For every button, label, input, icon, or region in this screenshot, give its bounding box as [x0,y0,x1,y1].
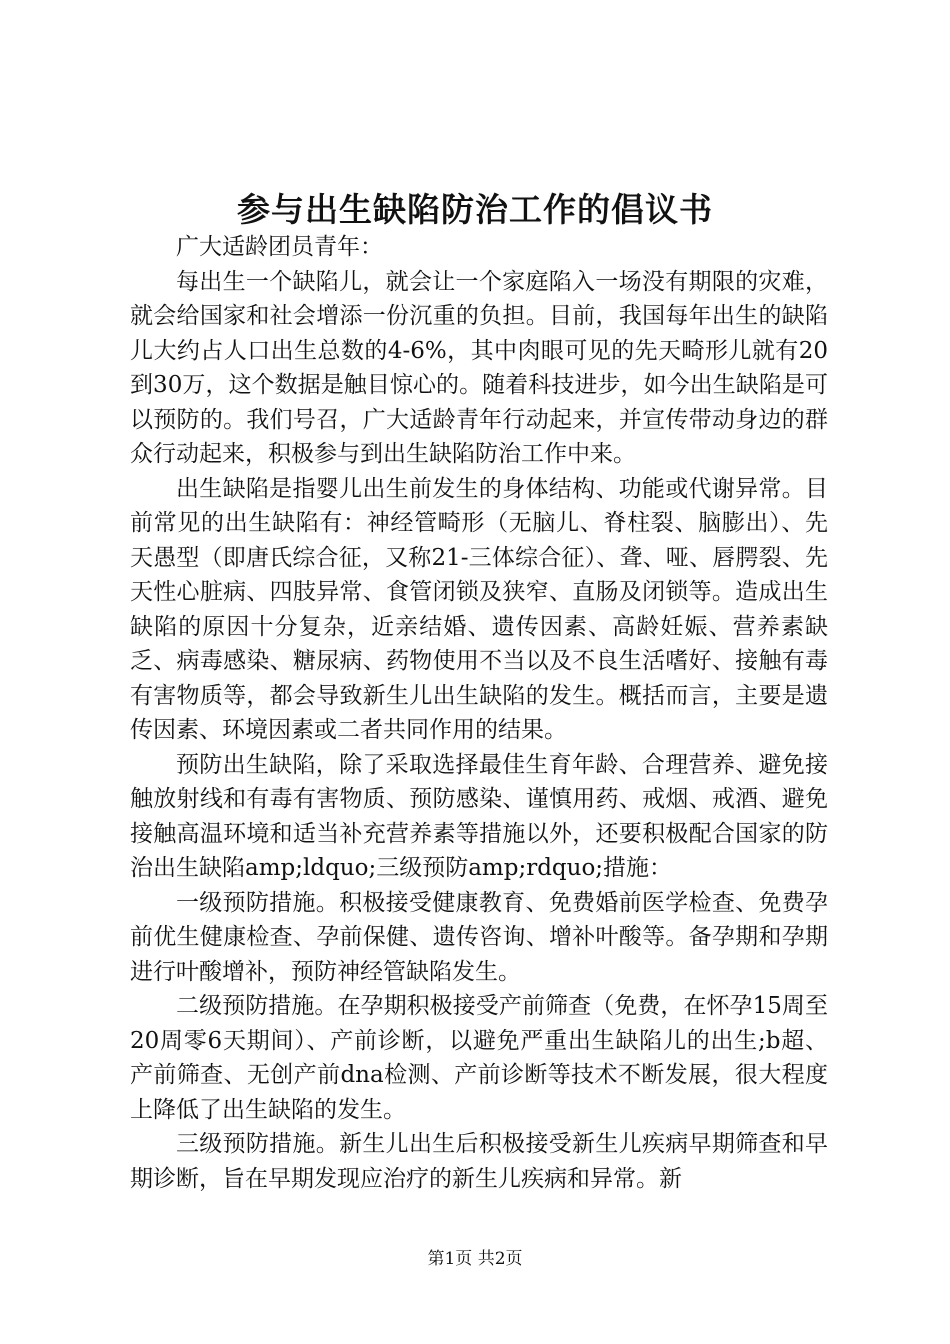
paragraph-intro: 每出生一个缺陷儿，就会让一个家庭陷入一场没有期限的灾难，就会给国家和社会增添一份沉重的负担。目前，我国每年出生的缺陷儿大约占人口出生总数的4-6%，其中肉眼可见的先天畸形儿就有20到30万，这个数据是触目惊心的。随着科技进步，如今出生缺陷是可以预防的。我们号召，广大适龄青年行动起来，并宣传带动身边的群众行动起来，积极参与到出生缺陷防治工作中来。 [130,268,828,467]
paragraph-secondary-prevention: 二级预防措施。在孕期积极接受产前筛查（免费，在怀孕15周至20周零6天期间）、产前诊断，以避免严重出生缺陷儿的出生;b超、产前筛查、无创产前dna检测、产前诊断等技术不断发展，很大程度上降低了出生缺陷的发生。 [130,993,828,1123]
document-title: 参与出生缺陷防治工作的倡议书 [237,190,713,229]
salutation: 广大适龄团员青年： [176,234,383,260]
paragraph-definition: 出生缺陷是指婴儿出生前发生的身体结构、功能或代谢异常。目前常见的出生缺陷有：神经管畸形（无脑儿、脊柱裂、脑膨出）、先天愚型（即唐氏综合征，又称21-三体综合征）、聋、哑、唇腭裂、先天性心脏病、四肢异常、食管闭锁及狭窄、直肠及闭锁等。造成出生缺陷的原因十分复杂，近亲结婚、遗传因素、高龄妊娠、营养素缺乏、病毒感染、糖尿病、药物使用不当以及不良生活嗜好、接触有毒有害物质等，都会导致新生儿出生缺陷的发生。概括而言，主要是遗传因素、环境因素或二者共同作用的结果。 [130,475,828,743]
document-body [130,230,828,1196]
paragraph-tertiary-prevention: 三级预防措施。新生儿出生后积极接受新生儿疾病早期筛查和早期诊断，旨在早期发现应治疗的新生儿疾病和异常。新 [130,1131,828,1192]
paragraph-prevention: 预防出生缺陷，除了采取选择最佳生育年龄、合理营养、避免接触放射线和有毒有害物质、预防感染、谨慎用药、戒烟、戒酒、避免接触高温环境和适当补充营养素等措施以外，还要积极配合国家的防治出生缺陷amp;ldquo;三级预防amp;rdquo;措施： [130,751,828,881]
page-indicator: 第1页 共2页 [427,1249,523,1269]
paragraph-primary-prevention: 一级预防措施。积极接受健康教育、免费婚前医学检查、免费孕前优生健康检查、孕前保健、遗传咨询、增补叶酸等。备孕期和孕期进行叶酸增补，预防神经管缺陷发生。 [130,889,828,985]
